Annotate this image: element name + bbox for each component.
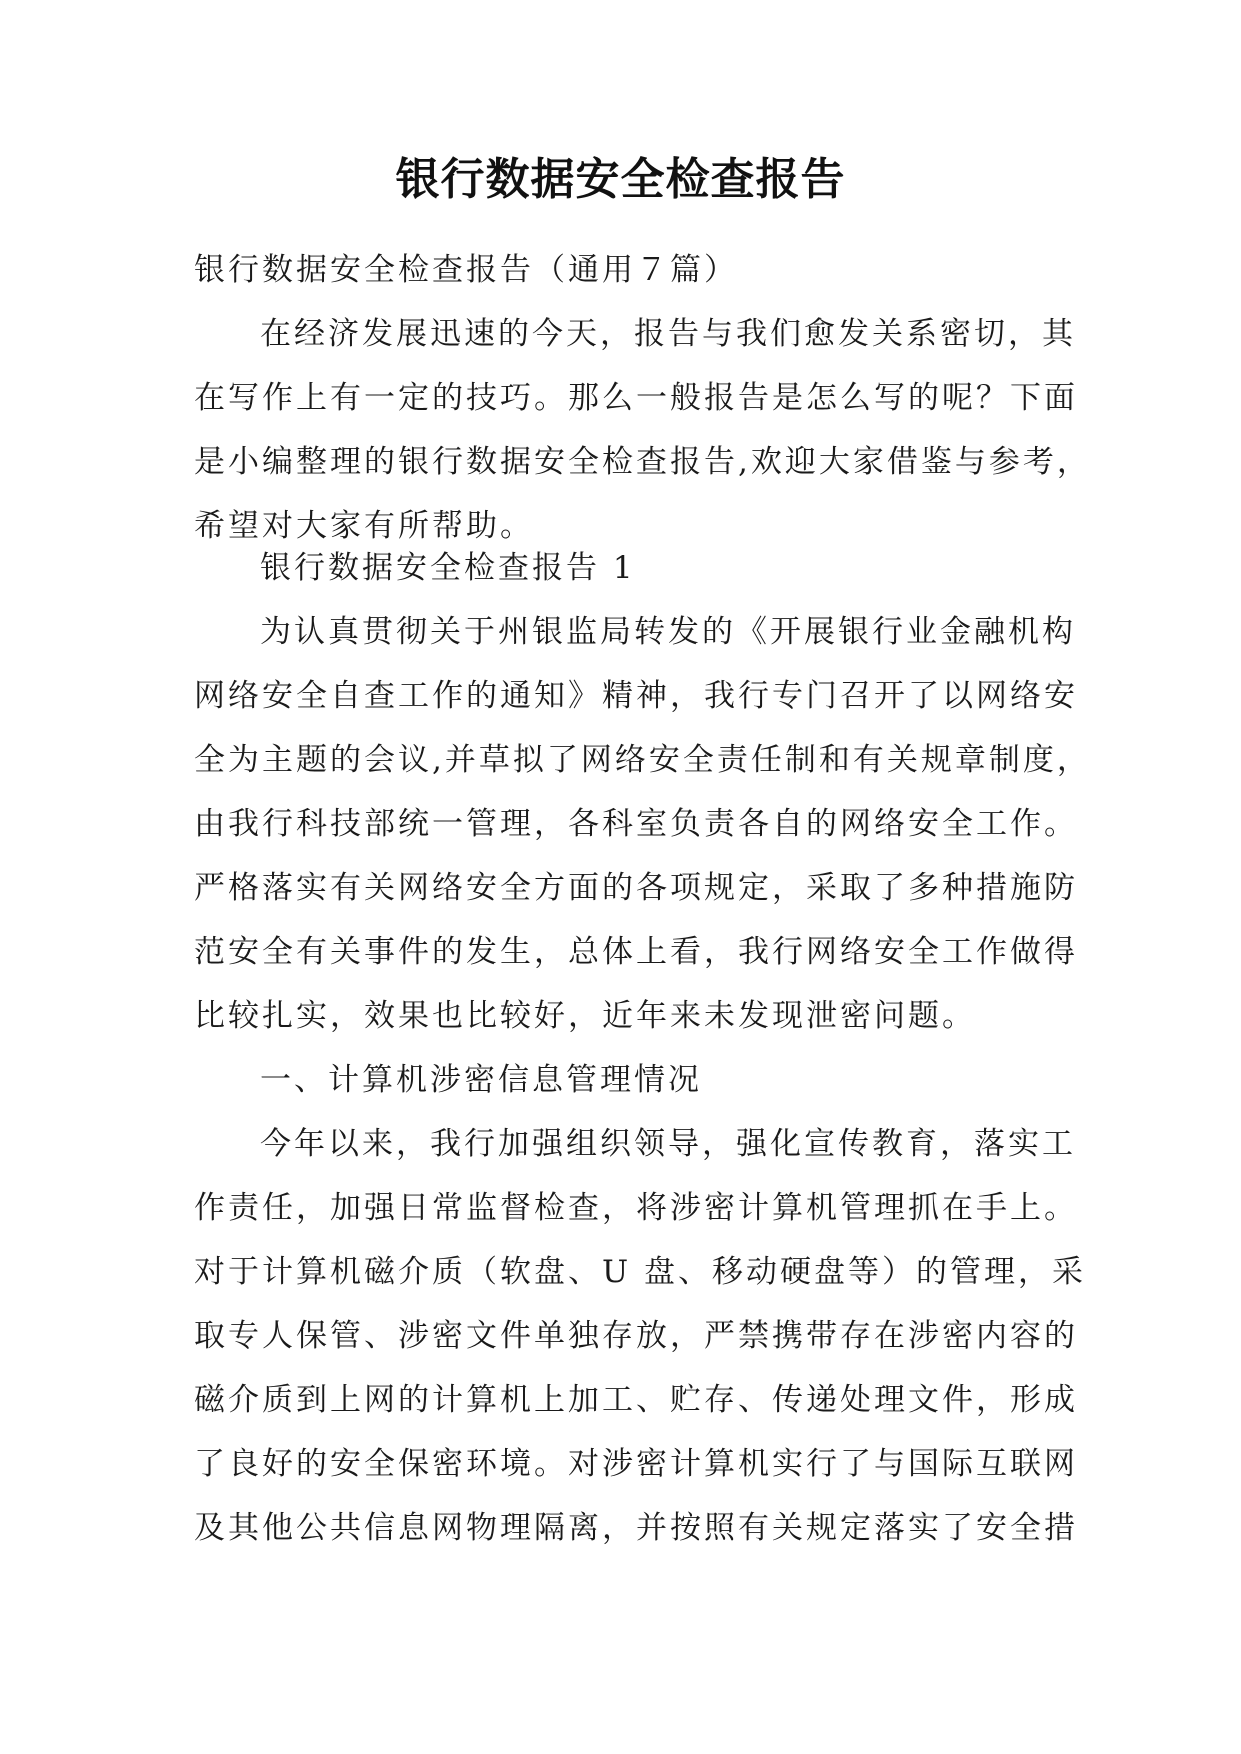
paragraph-line: 范安全有关事件的发生，总体上看，我行网络安全工作做得 [194,934,1078,970]
paragraph-line: 作责任，加强日常监督检查，将涉密计算机管理抓在手上。 [194,1190,1078,1226]
document-subtitle: 银行数据安全检查报告（通用７篇） [194,252,738,288]
paragraph-line: 及其他公共信息网物理隔离，并按照有关规定落实了安全措 [194,1510,1078,1546]
paragraph-line: 了良好的安全保密环境。对涉密计算机实行了与国际互联网 [194,1446,1078,1482]
paragraph-line: 对于计算机磁介质（软盘、U 盘、移动硬盘等）的管理，采 [194,1254,1086,1290]
paragraph-line: 严格落实有关网络安全方面的各项规定，采取了多种措施防 [194,870,1078,906]
section-1 [194,536,1091,1560]
paragraph-line: 为认真贯彻关于州银监局转发的《开展银行业金融机构 [260,614,1076,650]
paragraph-line: 比较扎实，效果也比较好，近年来未发现泄密问题。 [194,998,976,1034]
intro-line: 是小编整理的银行数据安全检查报告,欢迎大家借鉴与参考， [194,444,1091,480]
paragraph-line: 由我行科技部统一管理，各科室负责各自的网络安全工作。 [194,806,1078,842]
paragraph-line: 磁介质到上网的计算机上加工、贮存、传递处理文件，形成 [194,1382,1078,1418]
paragraph-line: 今年以来，我行加强组织领导，强化宣传教育，落实工 [260,1126,1076,1162]
intro-line: 在经济发展迅速的今天，报告与我们愈发关系密切，其 [260,316,1076,352]
intro-line: 希望对大家有所帮助。 [194,508,534,544]
section-heading: 银行数据安全检查报告 1 [260,550,636,586]
intro-line: 在写作上有一定的技巧。那么一般报告是怎么写的呢？下面 [194,380,1078,416]
paragraph-line: 网络安全自查工作的通知》精神，我行专门召开了以网络安 [194,678,1078,714]
document-title: 银行数据安全检查报告 [395,154,846,205]
subsection-heading: 一、计算机涉密信息管理情况 [260,1062,702,1098]
paragraph-line: 取专人保管、涉密文件单独存放，严禁携带存在涉密内容的 [194,1318,1078,1354]
paragraph-line: 全为主题的会议,并草拟了网络安全责任制和有关规章制度， [194,742,1091,778]
intro-section [194,238,1091,558]
